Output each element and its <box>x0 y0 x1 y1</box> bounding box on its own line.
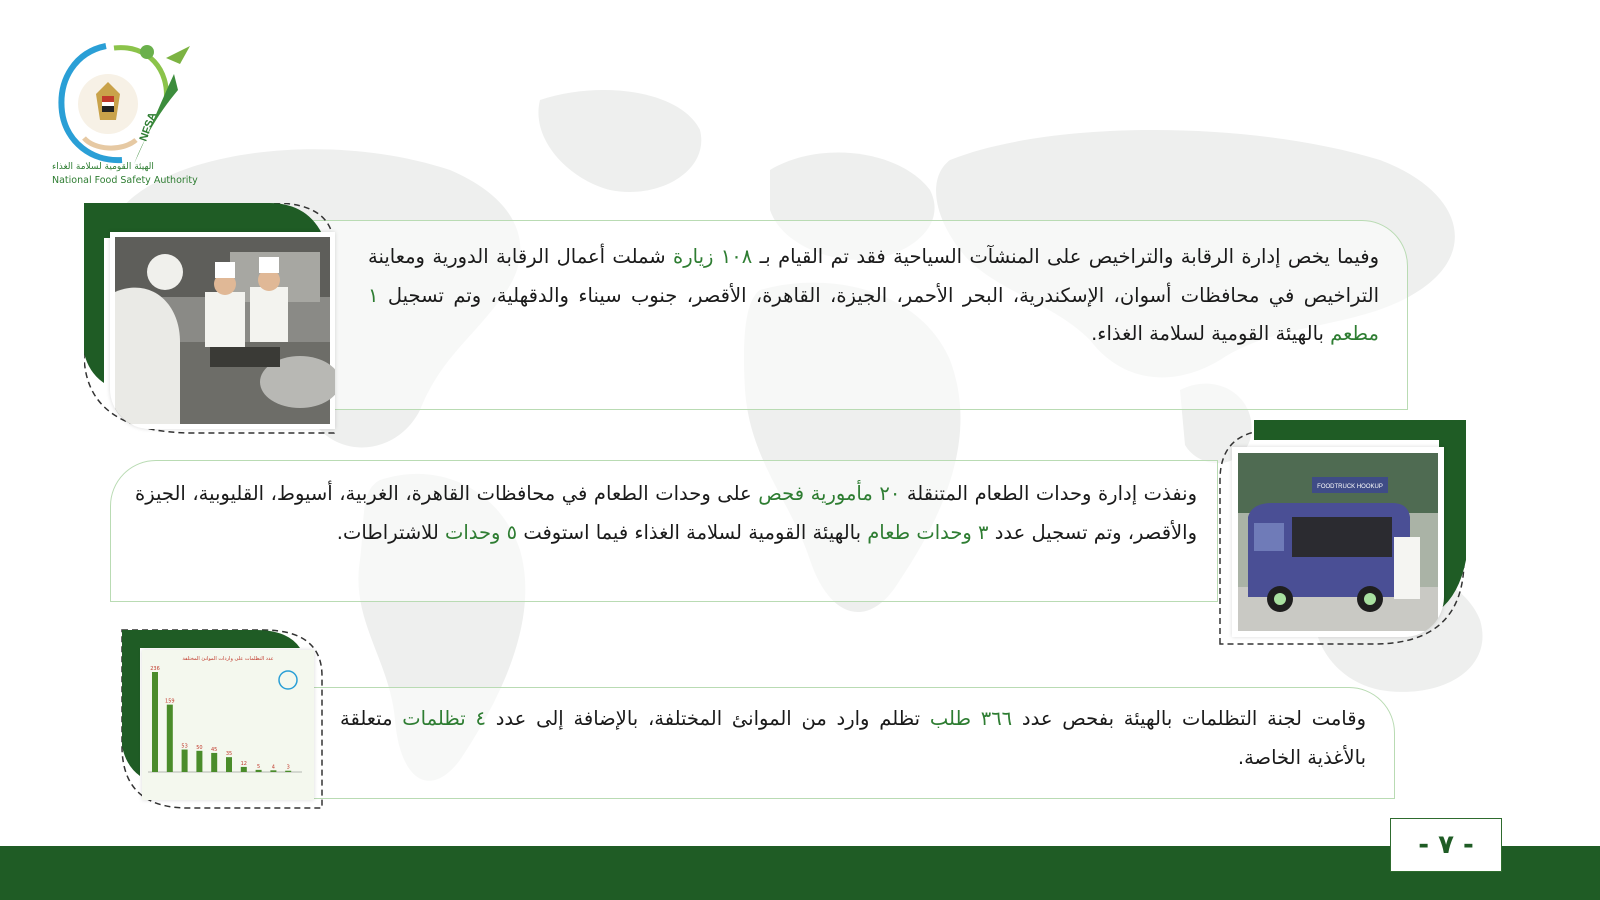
footer-bar <box>0 846 1600 900</box>
mini-chart-bar <box>285 771 291 772</box>
mini-bar-chart <box>142 650 314 800</box>
section-grievances-text: وقامت لجنة التظلمات بالهيئة بفحص عدد ٣٦٦ طلب تظلم وارد من الموانئ المختلفة، بالإضافة إلى عدد ٤ تظلمات متعلقة بالأغذية الخاصة. <box>340 707 1366 769</box>
chefs-kitchen-photo <box>110 232 335 429</box>
mini-chart-bar <box>182 750 188 772</box>
mini-chart-bar <box>196 751 202 772</box>
section-tourism-text: وفيما يخص إدارة الرقابة والتراخيص على المنشآت السياحية فقد تم القيام بـ ١٠٨ زيارة شملت أعمال الرقابة الدورية ومعاينة التراخيص في محافظات أسوان، الإسكندرية، البحر الأحمر، الجيزة، القاهرة، الأقصر، جنوب سيناء والدقهلية، وتم تسجيل ١ مطعم بالهيئة القومية لسلامة الغذاء. <box>368 245 1379 345</box>
logo-english-name: National Food Safety Authority <box>52 175 198 186</box>
mini-chart-value-label: 35 <box>225 751 233 758</box>
mini-chart-bar <box>241 767 247 772</box>
grievances-mini-chart <box>142 650 314 800</box>
mini-chart-bar <box>256 770 262 772</box>
mini-chart-value-label: 5 <box>257 763 261 770</box>
mini-chart-value-label: 12 <box>240 760 247 767</box>
mini-chart-value-label: 50 <box>196 744 203 751</box>
logo-abbr: NFSA <box>137 110 160 144</box>
food-truck-sign: FOODTRUCK HOOKUP <box>1317 484 1383 490</box>
mini-chart-value-label: 236 <box>150 666 160 672</box>
mini-chart-bar <box>270 770 276 772</box>
mini-chart-bar <box>211 753 217 772</box>
mini-chart-bar <box>226 757 232 772</box>
mini-chart-title: عدد التظلمات على واردات الموانئ المختلفة <box>182 656 274 662</box>
page-number: - ٧ - <box>1390 818 1502 872</box>
logo-arabic-name: الهيئة القومية لسلامة الغذاء <box>52 162 154 172</box>
mini-chart-value-label: 4 <box>271 764 275 771</box>
mini-chart-value-label: 45 <box>211 746 218 753</box>
food-truck-illustration <box>1232 447 1444 637</box>
section-food-units-text: ونفذت إدارة وحدات الطعام المتنقلة ٢٠ مأمورية فحص على وحدات الطعام في محافظات القاهرة، الغربية، أسيوط، القليوبية، الجيزة والأقصر، وتم تسجيل عدد ٣ وحدات طعام بالهيئة القومية لسلامة الغذاء فيما استوفت ٥ وحدات للاشتراطات. <box>135 482 1197 544</box>
mini-chart-bar <box>167 705 173 772</box>
mini-chart-value-label: 3 <box>286 764 290 771</box>
mini-chart-value-label: 159 <box>165 698 175 705</box>
chefs-illustration <box>110 232 335 429</box>
food-truck-photo <box>1232 447 1444 637</box>
mini-chart-bar <box>152 672 158 772</box>
mini-chart-value-label: 53 <box>181 743 188 750</box>
